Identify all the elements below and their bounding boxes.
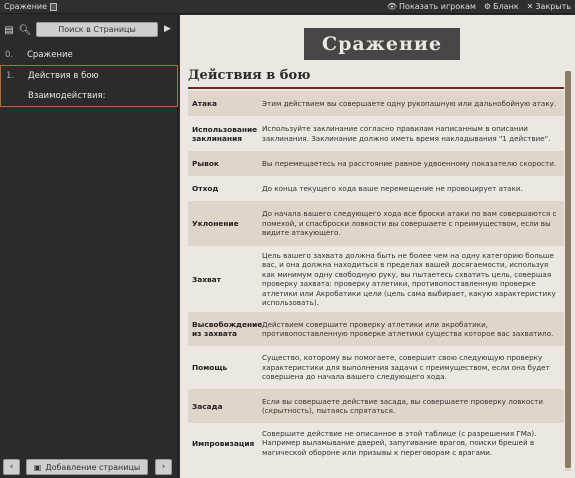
table-row (188, 116, 564, 151)
page-title-banner (304, 28, 460, 60)
page-list (0, 45, 178, 107)
chevron-right-icon[interactable]: ▶ (164, 24, 171, 34)
search-icon[interactable]: 🔍︎ (18, 24, 32, 36)
action-name: Помощь (192, 363, 228, 372)
active-page-group (0, 65, 178, 107)
table-row (188, 176, 564, 201)
action-description: Совершите действие не описанное в этой таблице (с разрешения ГМа). Например выламывание дверей, запугивание врагов, поиски брешей в магической обороне или призывы к переговорам с врагами. (262, 428, 537, 457)
action-description: Этим действием вы совершаете одну рукопашную или дальнобойную атаку. (262, 98, 557, 108)
close-label: Закрыть (535, 2, 571, 11)
table-row (188, 389, 564, 423)
search-pages-label: Поиск в Страницы (58, 25, 136, 34)
sidebar-bottombar (0, 457, 178, 478)
action-description: До конца текущего хода ваше перемещение не провоцирует атаки. (262, 183, 523, 193)
table-row (188, 346, 564, 389)
window-title-text: Сражение (4, 2, 48, 11)
search-pages-button[interactable] (36, 22, 158, 37)
action-name: Импровизация (192, 438, 255, 448)
action-description: Существо, которому вы помогаете, совершит свою следующую проверку характеристики для выполнения задачи с преимуществом, если она будет совершена до начала вашего следующего хода. (262, 353, 550, 382)
add-page-label: Добавление страницы (45, 462, 141, 472)
table-row (188, 201, 564, 246)
sidebar-toolbar (0, 20, 178, 40)
add-page-icon: ▣ (33, 462, 42, 472)
table-row (188, 423, 564, 463)
pages-icon[interactable]: ▤ (4, 24, 14, 36)
action-name: Захват (192, 274, 221, 284)
gear-icon: ⚙ (483, 1, 492, 11)
page-number: 0. (5, 50, 14, 60)
action-name: Высвобождение из захвата (192, 320, 263, 338)
page-title: Сражение (321, 33, 443, 55)
next-page-button[interactable] (155, 459, 172, 475)
action-description: Используйте заклинание согласно правилам написанным в описании заклинания. Заклинание должно иметь время накладывания "1 действие". (262, 124, 551, 143)
page-subitem[interactable] (1, 86, 177, 106)
page-list-item-active[interactable] (1, 66, 177, 86)
title-bar (0, 0, 575, 14)
action-name: Рывок (192, 159, 219, 168)
action-name: Отход (192, 184, 219, 193)
page-label: Действия в бою (28, 71, 99, 81)
chevron-left-icon: ‹ (9, 462, 14, 472)
window-title (4, 2, 57, 11)
action-name: Атака (192, 99, 217, 108)
table-row (188, 312, 564, 346)
action-name: Уклонение (192, 219, 239, 228)
table-row (188, 246, 564, 312)
document-icon (50, 3, 57, 11)
scrollbar-thumb[interactable] (565, 71, 571, 468)
action-description: Вы перемещаетесь на расстояние равное удвоенному показателю скорости. (262, 158, 557, 168)
action-description: Если вы совершаете действие засада, вы совершаете проверку ловкости (скрытность), пытаясь спрятаться. (262, 396, 544, 415)
blank-button[interactable] (484, 2, 519, 11)
action-name: Засада (192, 401, 223, 411)
page-list-item[interactable] (0, 45, 178, 65)
sidebar (0, 15, 178, 478)
table-row (188, 151, 564, 176)
close-button[interactable] (527, 2, 571, 11)
action-name: Использование заклинания (192, 124, 258, 143)
section-divider (188, 87, 564, 89)
action-description: До начала вашего следующего хода все броски атаки по вам совершаются с помехой, и спасброски ловкости вы совершаете с преимуществом, если вы видите атакующего. (262, 209, 557, 238)
blank-label: Бланк (493, 2, 519, 11)
show-players-label: Показать игрокам (399, 2, 476, 11)
add-page-button[interactable] (26, 459, 148, 475)
section-title: Действия в бою (188, 68, 311, 83)
eye-icon: 👁 (386, 1, 398, 11)
prev-page-button[interactable] (3, 459, 20, 475)
page-label: Сражение (27, 50, 73, 60)
table-row (188, 91, 564, 116)
action-description: Действием совершите проверку атлетики или акробатики, противопоставленную проверке атлетики существа которое вас захватило. (262, 319, 554, 338)
page-content (180, 15, 575, 478)
actions-table (188, 91, 564, 463)
action-description: Цель вашего захвата должна быть не более чем на одну категорию больше вас, и она должна находиться в пределах вашей досягаемости, используя как минимум одну свободную руку, вы пытаетесь схватить цель, совершая проверку захвата: проверку атлетики, противопоставленную проверке атлетики или Акробатики цели (цель сама выбирает, какую характеристику использовать). (262, 250, 556, 307)
show-players-button[interactable] (387, 2, 476, 11)
chevron-right-icon: › (161, 462, 166, 472)
page-number: 1. (6, 71, 15, 81)
subitem-label: Взаимодействия: (28, 91, 106, 101)
close-icon: ✕ (526, 1, 534, 11)
